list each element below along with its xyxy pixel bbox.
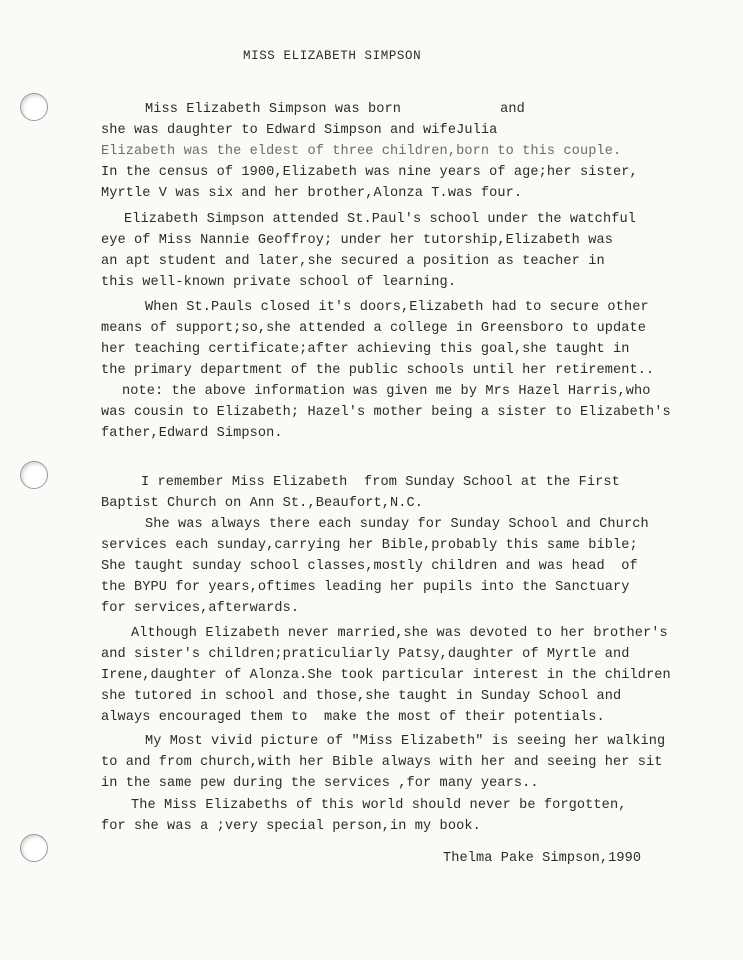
text-line: Irene,daughter of Alonza.She took particular interest in the children: [101, 668, 671, 683]
text-line: Although Elizabeth never married,she was devoted to her brother's: [131, 626, 668, 641]
text-line: She was always there each sunday for Sunday School and Church: [145, 517, 649, 532]
text-line: Elizabeth Simpson attended St.Paul's school under the watchful: [124, 212, 636, 227]
text-line: The Miss Elizabeths of this world should never be forgotten,: [131, 798, 627, 813]
text-line: She taught sunday school classes,mostly children and was head of: [101, 559, 638, 574]
text-line: When St.Pauls closed it's doors,Elizabeth had to secure other: [145, 300, 649, 315]
text-line: her teaching certificate;after achieving this goal,she taught in: [101, 342, 630, 357]
text-line: this well-known private school of learning.: [101, 275, 457, 290]
binder-hole-bottom: [20, 834, 48, 862]
signature-line: Thelma Pake Simpson,1990: [443, 851, 642, 866]
text-line: to and from church,with her Bible always with her and seeing her sit: [101, 755, 663, 770]
text-line: in the same pew during the services ,for many years..: [101, 776, 539, 791]
text-line: an apt student and later,she secured a position as teacher in: [101, 254, 605, 269]
text-line: for services,afterwards.: [101, 601, 300, 616]
text-line: Elizabeth was the eldest of three children,born to this couple.: [101, 144, 622, 159]
binder-hole-top: [20, 93, 48, 121]
text-line: she was daughter to Edward Simpson and wifeJulia: [101, 123, 498, 138]
text-line: note: the above information was given me by Mrs Hazel Harris,who: [122, 384, 651, 399]
text-line: Miss Elizabeth Simpson was born and: [145, 102, 525, 117]
text-line: and sister's children;praticuliarly Patsy,daughter of Myrtle and: [101, 647, 630, 662]
text-line: services each sunday,carrying her Bible,probably this same bible;: [101, 538, 638, 553]
text-line: was cousin to Elizabeth; Hazel's mother being a sister to Elizabeth's: [101, 405, 671, 420]
binder-hole-middle: [20, 461, 48, 489]
text-line: My Most vivid picture of "Miss Elizabeth" is seeing her walking: [145, 734, 666, 749]
text-line: eye of Miss Nannie Geoffroy; under her tutorship,Elizabeth was: [101, 233, 613, 248]
text-line: I remember Miss Elizabeth from Sunday School at the First: [141, 475, 620, 490]
text-line: for she was a ;very special person,in my book.: [101, 819, 481, 834]
text-line: Baptist Church on Ann St.,Beaufort,N.C.: [101, 496, 424, 511]
text-line: the primary department of the public schools until her retirement..: [101, 363, 655, 378]
text-line: always encouraged them to make the most of their potentials.: [101, 710, 605, 725]
text-line: the BYPU for years,oftimes leading her pupils into the Sanctuary: [101, 580, 630, 595]
text-line: Myrtle V was six and her brother,Alonza T.was four.: [101, 186, 523, 201]
text-line: means of support;so,she attended a college in Greensboro to update: [101, 321, 646, 336]
text-line: she tutored in school and those,she taught in Sunday School and: [101, 689, 622, 704]
page-title: MISS ELIZABETH SIMPSON: [243, 49, 422, 63]
text-line: father,Edward Simpson.: [101, 426, 283, 441]
text-line: In the census of 1900,Elizabeth was nine years of age;her sister,: [101, 165, 638, 180]
